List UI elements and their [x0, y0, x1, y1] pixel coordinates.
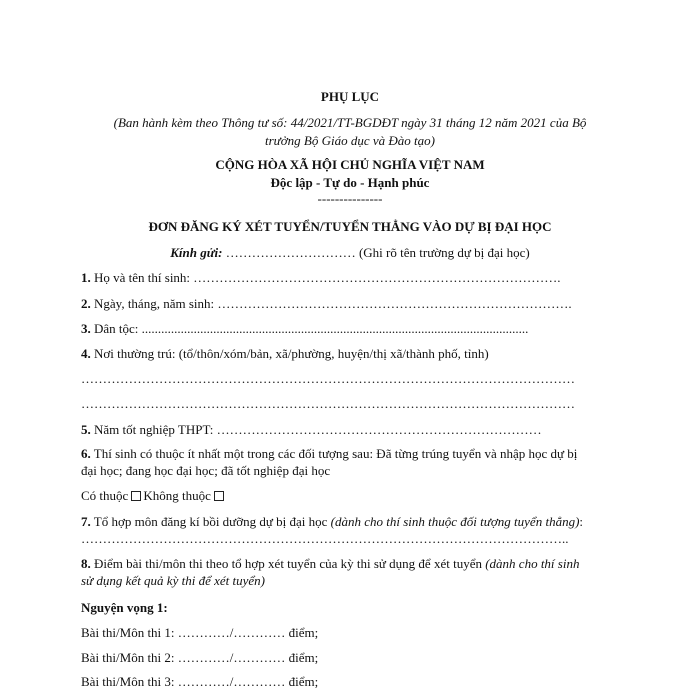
field-eligibility — [81, 445, 577, 463]
field-residence — [81, 345, 489, 363]
field-label: Dân tộc: ....................................................................................................................... — [94, 321, 529, 336]
wish-item: Bài thi/Môn thi 3: …………/………… điểm; — [81, 674, 319, 689]
recipient-label: Kính gửi: — [170, 245, 223, 260]
recipient-dots: ………………………… — [225, 245, 356, 260]
recipient-line — [0, 244, 700, 262]
motto: Độc lập - Tự do - Hạnh phúc — [270, 175, 430, 190]
field-note: (dành cho thí sinh — [485, 556, 580, 571]
residence-dots-1: …………………………………………………………………………………………………… — [81, 371, 575, 386]
field-exam-scores — [81, 555, 579, 573]
field-full-name — [81, 269, 561, 287]
field-number: 8. — [81, 556, 91, 571]
appendix-title: PHỤ LỤC — [320, 89, 380, 104]
wish-item: Bài thi/Môn thi 1: …………/………… điểm; — [81, 625, 319, 640]
recipient-note: (Ghi rõ tên trường dự bị đại học) — [358, 245, 530, 260]
field-label: Năm tốt nghiệp THPT: ………………………………………………………………… — [94, 422, 542, 437]
field-graduation-year — [81, 421, 542, 439]
field-subject-combination — [81, 513, 583, 531]
field-number: 4. — [81, 346, 91, 361]
field-number: 7. — [81, 514, 91, 529]
field-number: 5. — [81, 422, 91, 437]
form-title: ĐƠN ĐĂNG KÝ XÉT TUYỂN/TUYỂN THẲNG VÀO DỰ BỊ ĐẠI HỌC — [148, 219, 552, 234]
field-number: 6. — [81, 446, 91, 461]
field-number: 3. — [81, 321, 91, 336]
field-number: 1. — [81, 270, 91, 285]
field-colon: : — [579, 514, 584, 529]
eligibility-options — [81, 487, 226, 505]
field-label: Họ và tên thí sinh: …………………………………………………………………………. — [94, 270, 561, 285]
field-note: (dành cho thí sinh thuộc đối tượng tuyển thẳng) — [330, 514, 580, 529]
field-label: Ngày, tháng, năm sinh: ………………………………………………………………………. — [94, 296, 572, 311]
field-label: Nơi thường trú: (tổ/thôn/xóm/bản, xã/phường, huyện/thị xã/thành phố, tỉnh) — [94, 346, 489, 361]
header-divider: --------------- — [317, 191, 383, 206]
residence-dots-2: …………………………………………………………………………………………………… — [81, 396, 575, 411]
exam-scores-note-line2: sử dụng kết quả kỳ thi để xét tuyển) — [81, 573, 265, 588]
issued-note-line1: (Ban hành kèm theo Thông tư số: 44/2021/TT-BGDĐT ngày 31 tháng 12 năm 2021 của Bộ — [113, 115, 587, 130]
subject-combination-dots: ………………………………………………………………………………………………….. — [81, 531, 569, 546]
option-no-checkbox[interactable] — [214, 491, 224, 501]
option-yes-checkbox[interactable] — [131, 491, 141, 501]
field-label: Tổ hợp môn đăng kí bồi dưỡng dự bị đại học — [93, 514, 328, 529]
issued-note-line2: trưởng Bộ Giáo dục và Đào tạo) — [264, 133, 435, 148]
field-ethnicity — [81, 320, 528, 338]
option-no-label: Không thuộc — [143, 488, 211, 503]
field-birth-date — [81, 295, 572, 313]
wish-heading: Nguyện vọng 1: — [81, 600, 168, 615]
field-number: 2. — [81, 296, 91, 311]
wish-item: Bài thi/Môn thi 2: …………/………… điểm; — [81, 650, 319, 665]
field-label: Điểm bài thi/môn thi theo tổ hợp xét tuyển của kỳ thi sử dụng để xét tuyển — [94, 556, 482, 571]
country-name: CỘNG HÒA XÃ HỘI CHỦ NGHĨA VIỆT NAM — [215, 157, 485, 172]
field-label: Thí sinh có thuộc ít nhất một trong các đối tượng sau: Đã từng trúng tuyển và nhập học dự bị — [93, 446, 578, 461]
option-yes-label: Có thuộc — [81, 488, 129, 503]
eligibility-line2: đại học; đang học đại học; đã tốt nghiệp đại học — [81, 463, 331, 478]
